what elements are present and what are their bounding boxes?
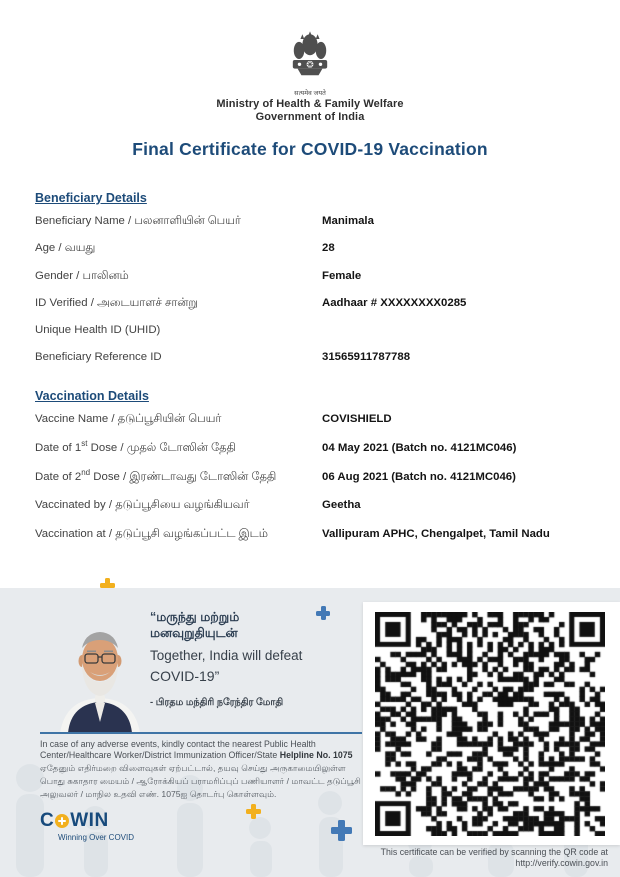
beneficiary-details-section [35,191,595,379]
verification-note [308,847,608,868]
india-emblem-icon [289,30,331,90]
adverse-events-notice-tamil: ஏதேனும் எதிர்மறை விளைவுகள் ஏற்பட்டால், தயவு செய்து அருகாமையிலுள்ள பொது சுகாதார மையம் / ஆரோக்கியப் பராமரிப்புப் பணியாளர் / மாவட்ட தடுப்பூசி அலுவலர் / மாநில உதவி எண். 1075ஐ தொடர்பு கொள்ளவும். [40,763,361,799]
vaccination-section-title: Vaccination Details [35,389,149,403]
quote-tamil-line2: மனவுறுதியுடன் [150,625,238,640]
field-label: Beneficiary Reference ID [35,351,162,364]
field-label: Date of 2nd Dose / இரண்டாவது டோஸின் தேதி [35,467,277,483]
certificate-header [0,30,620,124]
helpline-number: Helpline No. 1075 [279,749,353,760]
field-value: Geetha [322,499,361,512]
field-value: Aadhaar # XXXXXXXX0285 [322,296,467,309]
quote-english-line2: COVID-19” [150,668,220,684]
beneficiary-section-title: Beneficiary Details [35,191,147,205]
field-label: Vaccination at / தடுப்பூசி வழங்கப்பட்ட இடம் [35,528,268,541]
cowin-logo-win: WIN [70,810,109,831]
emblem-motto: सत्यमेव जयते [294,90,326,97]
field-label: Age / வயது [35,242,96,255]
quote-attribution: - பிரதம மந்திரி நரேந்திர மோதி [150,697,284,708]
gender-row [35,270,595,297]
cowin-logo-plus-icon [55,814,69,828]
government-name: Government of India [255,111,365,123]
cowin-logo-c: C [40,810,55,831]
vaccination-details-section [35,389,595,557]
field-value: COVISHIELD [322,413,392,425]
reference-id-row [35,351,595,378]
id-verified-row [35,297,595,324]
field-value: Female [322,269,362,282]
field-label: Unique Health ID (UHID) [35,324,161,337]
verify-url: http://verify.cowin.gov.in [515,857,608,868]
field-value: 04 May 2021 (Batch no. 4121MC046) [322,441,517,454]
pm-quote-block [150,610,365,709]
vaccinated-by-row [35,499,595,528]
quote-tamil-line1: “மருந்து மற்றும் [150,610,240,624]
ministry-name: Ministry of Health & Family Welfare [216,98,404,110]
field-label: Date of 1st Dose / முதல் டோஸின் தேதி [35,439,236,454]
qr-code [375,612,605,836]
cowin-tagline: Winning Over COVID [58,833,135,842]
uhid-row [35,324,595,351]
vaccine-name-row [35,413,595,442]
field-value: 06 Aug 2021 (Batch no. 4121MC046) [322,470,516,483]
adverse-events-notice-en: In case of any adverse events, kindly contact the nearest Public Health Center/Healthcare Worker/District Immunization Officer/State Helpline No. 1075 [40,739,353,760]
field-value: 28 [322,242,335,255]
cowin-logo [40,810,134,842]
field-value: Vallipuram APHC, Chengalpet, Tamil Nadu [322,528,550,541]
quote-english-line1: Together, India will defeat [150,648,303,663]
field-label: Vaccine Name / தடுப்பூசியின் பெயர் [35,413,222,425]
plus-decoration-icon [331,820,352,841]
field-label: Beneficiary Name / பலனாளியின் பெயர் [35,215,241,227]
beneficiary-name-row [35,215,595,242]
vaccination-at-row [35,528,595,557]
second-dose-row [35,467,595,500]
verify-line1: This certificate can be verified by scanning the QR code at [380,847,608,857]
age-row [35,242,595,269]
plus-decoration-icon [316,606,330,620]
plus-decoration-icon [246,804,261,819]
field-label: Gender / பாலினம் [35,269,129,282]
banner-divider-line [40,732,362,734]
field-label: ID Verified / அடையாளச் சான்று [35,296,198,309]
campaign-banner [0,588,620,877]
field-label: Vaccinated by / தடுப்பூசியை வழங்கியவர் [35,499,250,512]
first-dose-row [35,439,595,471]
certificate-title: Final Certificate for COVID-19 Vaccination [132,139,488,159]
prime-minister-photo [52,621,148,733]
field-value: 31565911787788 [322,351,411,364]
field-value: Manimala [322,215,374,227]
qr-code-panel [363,602,620,845]
